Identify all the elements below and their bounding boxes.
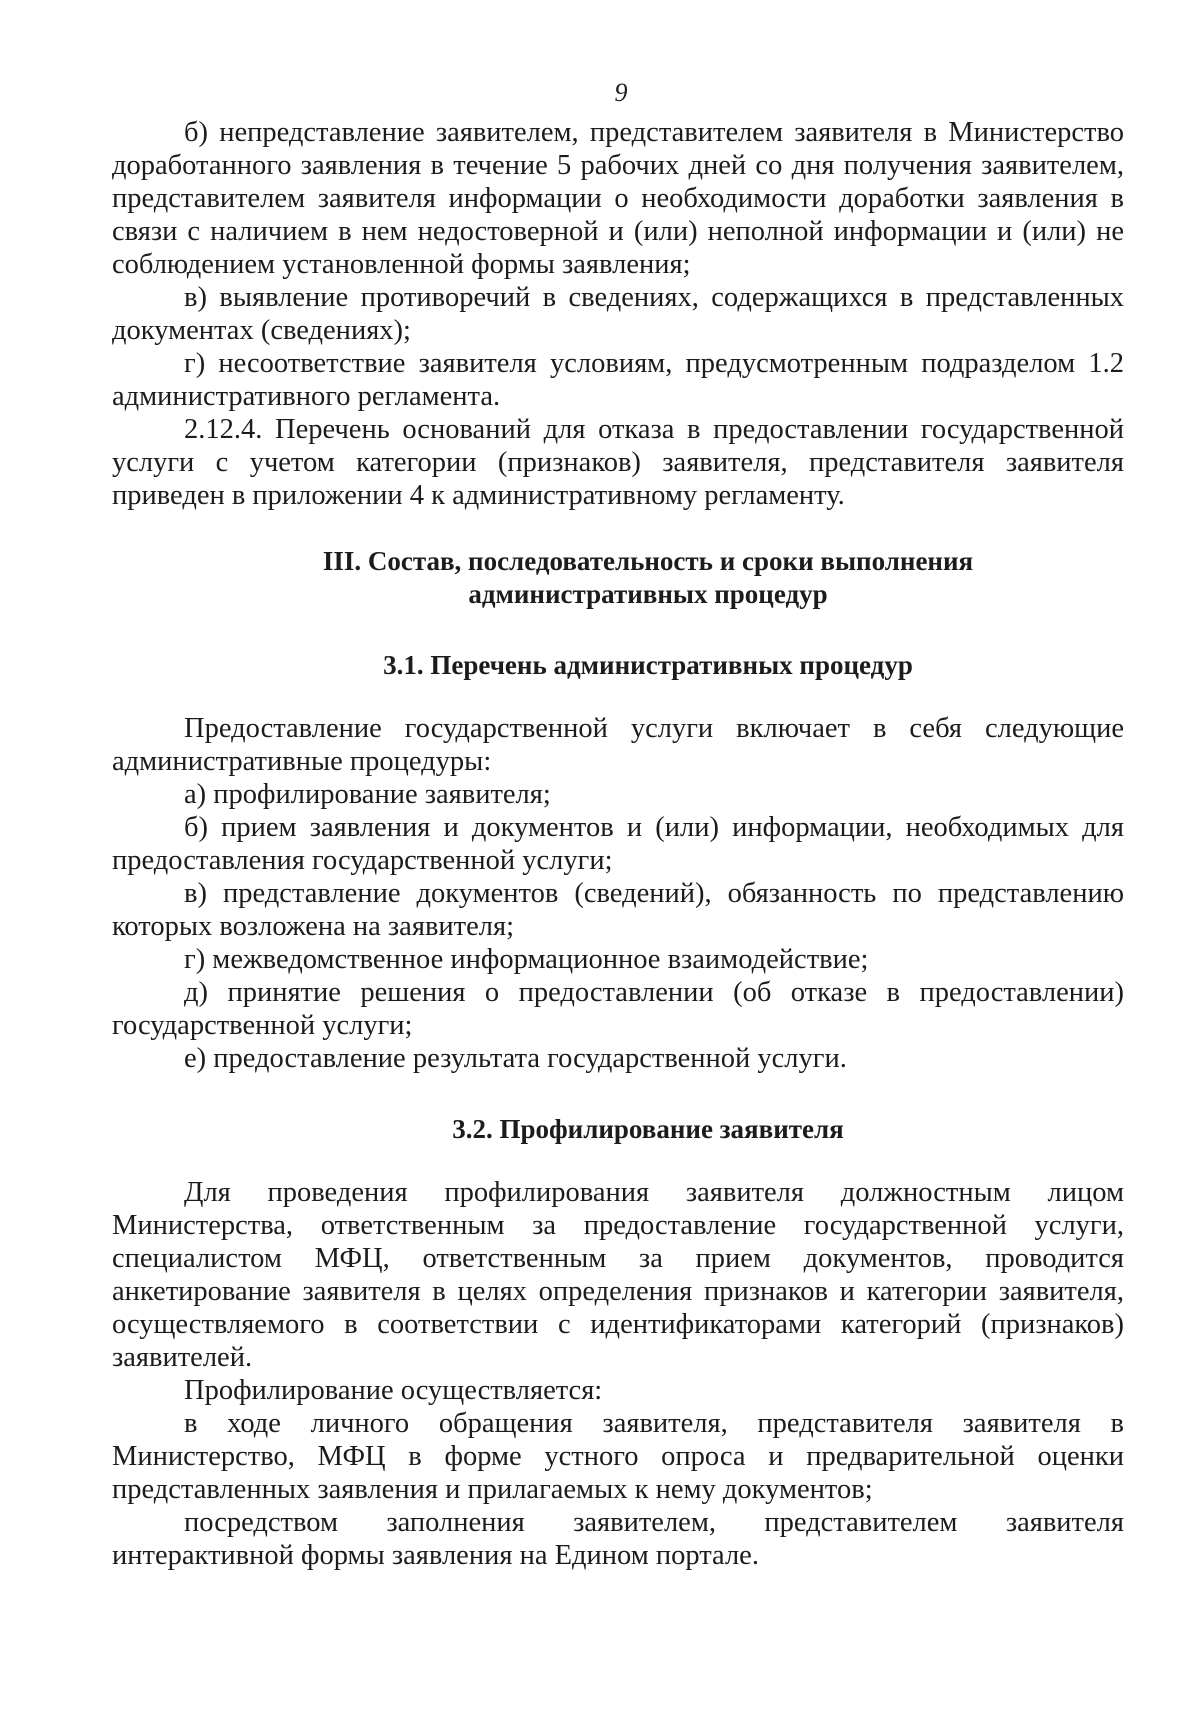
paragraph-profiling-portal: посредством заполнения заявителем, представителем заявителя интерактивной формы заявления на Едином портале. (112, 1507, 1124, 1571)
list-item-a: а) профилирование заявителя; (184, 779, 551, 810)
list-item-b: б) прием заявления и документов и (или) информации, необходимых для предоставления государственной услуги; (112, 812, 1124, 876)
list-item-v: в) представление документов (сведений), обязанность по представлению которых возложена на заявителя; (112, 878, 1124, 942)
page-number: 9 (614, 78, 628, 107)
list-item-g: г) межведомственное информационное взаимодействие; (184, 944, 869, 975)
section-3-title-line1: III. Состав, последовательность и сроки выполнения (322, 546, 974, 576)
paragraph-refusal-b: б) непредставление заявителем, представителем заявителя в Министерство доработанного заявления в течение 5 рабочих дней со дня получения заявителем, представителем заявителя информации о необходимости доработки заявления в связи с наличием в нем недостоверной и (или) неполной информации и (или) не соблюдением установленной формы заявления; (112, 117, 1124, 280)
paragraph-procedures-intro: Предоставление государственной услуги включает в себя следующие административные процедуры: (112, 713, 1124, 777)
paragraph-profiling-methods: Профилирование осуществляется: (184, 1375, 603, 1406)
document-page (112, 78, 1124, 1572)
list-item-d: д) принятие решения о предоставлении (об отказе в предоставлении) государственной услуги; (112, 977, 1124, 1041)
paragraph-refusal-v: в) выявление противоречий в сведениях, содержащихся в представленных документах (сведениях); (112, 282, 1124, 346)
paragraph-refusal-g: г) несоответствие заявителя условиям, предусмотренным подразделом 1.2 административного регламента. (112, 348, 1124, 412)
spacer (112, 682, 1124, 712)
list-item-e: е) предоставление результата государственной услуги. (184, 1043, 847, 1074)
paragraph-profiling-intro: Для проведения профилирования заявителя должностным лицом Министерства, ответственным за предоставление государственной услуги, специалистом МФЦ, ответственным за прием документов, проводится анкетирование заявителя в целях определения признаков и категории заявителя, осуществляемого в соответствии с идентификаторами категорий (признаков) заявителей. (112, 1177, 1124, 1373)
subsection-3-2-title: 3.2. Профилирование заявителя (452, 1114, 844, 1144)
subsection-3-1-title: 3.1. Перечень административных процедур (383, 650, 913, 680)
spacer (112, 1146, 1124, 1176)
paragraph-profiling-personal: в ходе личного обращения заявителя, представителя заявителя в Министерство, МФЦ в форме устного опроса и предварительной оценки представленных заявления и прилагаемых к нему документов; (112, 1408, 1124, 1505)
paragraph-2-12-4: 2.12.4. Перечень оснований для отказа в предоставлении государственной услуги с учетом категории (признаков) заявителя, представителя заявителя приведен в приложении 4 к административному регламенту. (112, 414, 1124, 511)
section-3-title (112, 545, 1124, 611)
section-3-title-line2: административных процедур (468, 579, 828, 609)
